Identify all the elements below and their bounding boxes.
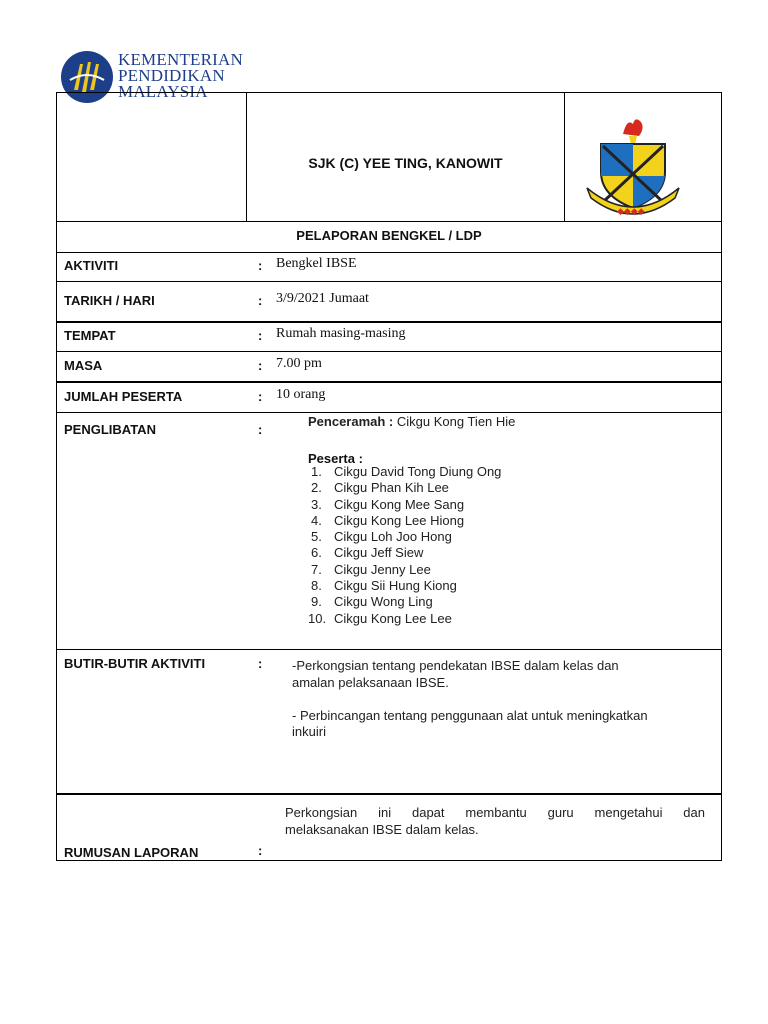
butir-line-3: - Perbincangan tentang penggunaan alat untuk meningkatkan	[292, 708, 648, 723]
list-number: 4.	[311, 512, 322, 528]
school-name: SJK (C) YEE TING, KANOWIT	[308, 155, 503, 171]
school-crest-icon	[583, 114, 683, 220]
participant-name: Cikgu Kong Lee Lee	[334, 610, 452, 626]
aktiviti-label: AKTIVITI	[64, 258, 119, 273]
list-number: 10.	[308, 610, 327, 626]
list-number: 6.	[311, 545, 322, 561]
butir-line-4: inkuiri	[292, 724, 326, 739]
speaker-line	[308, 414, 515, 429]
list-item	[308, 497, 501, 513]
row-divider	[56, 793, 722, 795]
butir-line-2: amalan pelaksanaan IBSE.	[292, 675, 449, 690]
list-item	[308, 480, 501, 496]
tarikh-label: TARIKH / HARI	[64, 293, 155, 308]
speaker-name: Cikgu Kong Tien Hie	[396, 414, 516, 429]
ministry-line-2: PENDIDIKAN	[118, 66, 225, 85]
list-item	[308, 513, 501, 529]
tarikh-colon: :	[258, 293, 263, 308]
list-item	[308, 545, 501, 561]
participant-name: Cikgu Wong Ling	[334, 594, 433, 610]
participants-label: Peserta :	[308, 451, 363, 466]
list-item	[308, 611, 501, 627]
header-divider-right	[564, 92, 565, 222]
rumusan-label: RUMUSAN LAPORAN	[64, 845, 199, 860]
list-number: 9.	[311, 594, 322, 610]
participant-name: Cikgu Kong Mee Sang	[334, 496, 465, 512]
speaker-label: Penceramah :	[308, 414, 394, 429]
ministry-line-1: KEMENTERIAN	[118, 50, 243, 69]
ministry-line-3: MALAYSIA	[118, 82, 208, 101]
jumlah-value: 10 orang	[276, 387, 326, 402]
row-divider	[56, 381, 722, 383]
list-number: 1.	[311, 464, 322, 479]
masa-value: 7.00 pm	[276, 356, 322, 371]
list-number: 7.	[311, 561, 322, 577]
tarikh-value: 3/9/2021 Jumaat	[276, 291, 369, 306]
masa-colon: :	[258, 358, 263, 373]
participant-name: Cikgu Jenny Lee	[334, 561, 431, 577]
butir-colon: :	[258, 656, 263, 671]
participant-name: Cikgu Kong Lee Hiong	[334, 512, 465, 528]
participant-name: Cikgu Sii Hung Kiong	[334, 578, 457, 594]
row-divider	[56, 321, 722, 323]
list-item	[308, 594, 501, 610]
jumlah-colon: :	[258, 389, 263, 404]
penglibatan-label: PENGLIBATAN	[64, 422, 156, 437]
butir-label: BUTIR-BUTIR AKTIVITI	[64, 656, 206, 671]
rumusan-line-2: melaksanakan IBSE dalam kelas.	[285, 822, 479, 837]
tempat-label: TEMPAT	[64, 328, 116, 343]
participant-name: Cikgu David Tong Diung Ong	[334, 464, 502, 479]
list-item	[308, 562, 501, 578]
participant-name: Cikgu Jeff Siew	[334, 545, 424, 561]
svg-text:◆◆◆◆: ◆◆◆◆	[617, 207, 645, 217]
list-number: 5.	[311, 529, 322, 545]
jumlah-label: JUMLAH PESERTA	[64, 389, 183, 404]
participants-list	[308, 464, 501, 627]
list-item	[308, 529, 501, 545]
aktiviti-value: Bengkel IBSE	[276, 256, 357, 271]
participant-name: Cikgu Loh Joo Hong	[334, 529, 452, 545]
row-divider	[56, 412, 722, 413]
rumusan-line-1: Perkongsian ini dapat membantu guru mengetahui dan	[285, 805, 705, 820]
row-divider	[56, 649, 722, 650]
row-divider	[56, 281, 722, 282]
butir-line-1: -Perkongsian tentang pendekatan IBSE dalam kelas dan	[292, 658, 619, 673]
participant-name: Cikgu Phan Kih Lee	[334, 480, 449, 496]
list-item	[308, 578, 501, 594]
list-number: 2.	[311, 480, 322, 496]
list-number: 8.	[311, 578, 322, 594]
list-item	[308, 464, 501, 480]
penglibatan-colon: :	[258, 422, 263, 437]
list-number: 3.	[311, 496, 322, 512]
tempat-colon: :	[258, 328, 263, 343]
tempat-value: Rumah masing-masing	[276, 326, 406, 341]
masa-label: MASA	[64, 358, 103, 373]
row-divider	[56, 351, 722, 352]
report-title: PELAPORAN BENGKEL / LDP	[296, 228, 482, 243]
aktiviti-colon: :	[258, 258, 263, 273]
rumusan-colon: :	[258, 843, 263, 858]
